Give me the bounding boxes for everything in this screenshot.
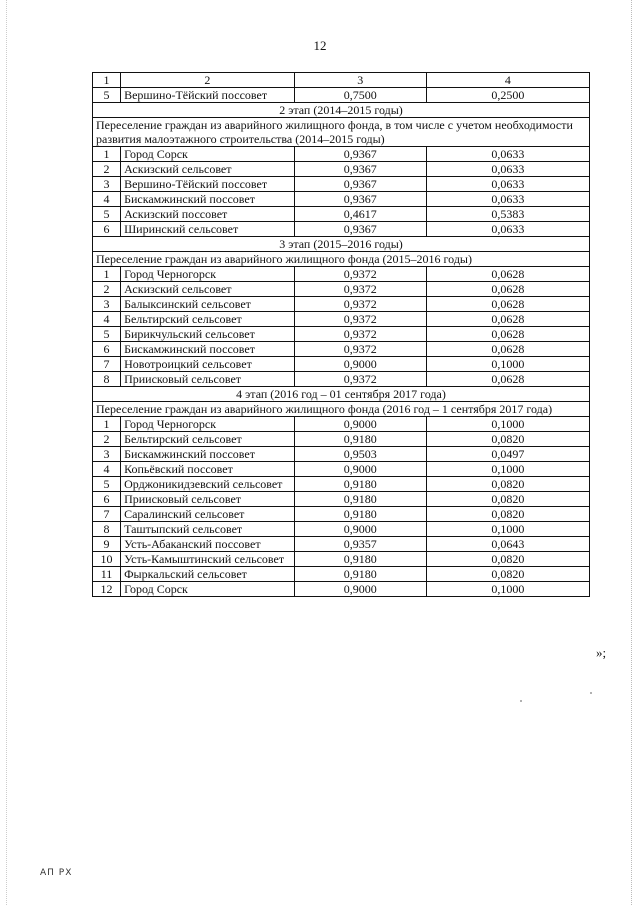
row-number: 6 xyxy=(93,342,121,357)
municipality-name: Бельтирский сельсовет xyxy=(121,432,295,447)
table-row xyxy=(93,282,590,297)
share-value-col3: 0,9180 xyxy=(294,507,426,522)
header-cell: 3 xyxy=(294,73,426,88)
table-header-row xyxy=(93,73,590,88)
table-row xyxy=(93,312,590,327)
municipality-name: Бискамжинский поссовет xyxy=(121,447,295,462)
share-value-col4: 0,1000 xyxy=(426,462,589,477)
table-row xyxy=(93,462,590,477)
table-row xyxy=(93,357,590,372)
share-value-col3: 0,9180 xyxy=(294,432,426,447)
municipality-name: Таштыпский сельсовет xyxy=(121,522,295,537)
municipality-name: Приисковый сельсовет xyxy=(121,492,295,507)
table-row xyxy=(93,267,590,282)
stage-heading-row xyxy=(93,103,590,118)
share-value-col4: 0,0820 xyxy=(426,552,589,567)
header-cell: 4 xyxy=(426,73,589,88)
municipality-name: Город Черногорск xyxy=(121,417,295,432)
row-number: 3 xyxy=(93,447,121,462)
municipality-name: Бельтирский сельсовет xyxy=(121,312,295,327)
row-number: 6 xyxy=(93,222,121,237)
share-value-col4: 0,0628 xyxy=(426,372,589,387)
share-value-col3: 0,9367 xyxy=(294,222,426,237)
municipality-name: Город Черногорск xyxy=(121,267,295,282)
row-number: 5 xyxy=(93,327,121,342)
row-number: 12 xyxy=(93,582,121,597)
municipality-name: Аскизский сельсовет xyxy=(121,162,295,177)
municipality-name: Вершино-Тёйский поссовет xyxy=(121,177,295,192)
share-value-col3: 0,9367 xyxy=(294,147,426,162)
share-value-col4: 0,0820 xyxy=(426,507,589,522)
share-value-col4: 0,1000 xyxy=(426,357,589,372)
share-value-col3: 0,4617 xyxy=(294,207,426,222)
scan-edge-left xyxy=(6,0,8,905)
share-value-col4: 0,0497 xyxy=(426,447,589,462)
share-value-col4: 0,1000 xyxy=(426,582,589,597)
share-value-col4: 0,1000 xyxy=(426,417,589,432)
municipality-name: Бискамжинский поссовет xyxy=(121,342,295,357)
row-number: 2 xyxy=(93,282,121,297)
row-number: 8 xyxy=(93,522,121,537)
scan-edge-right xyxy=(630,0,632,905)
share-value-col4: 0,0643 xyxy=(426,537,589,552)
share-value-col3: 0,7500 xyxy=(294,88,426,103)
share-value-col4: 0,0820 xyxy=(426,567,589,582)
row-number: 1 xyxy=(93,417,121,432)
footer-stamp-text: АП РХ xyxy=(40,868,73,878)
scan-speck xyxy=(520,700,522,702)
share-value-col3: 0,9372 xyxy=(294,372,426,387)
share-value-col3: 0,9367 xyxy=(294,162,426,177)
table-row xyxy=(93,582,590,597)
municipality-name: Усть-Абаканский поссовет xyxy=(121,537,295,552)
municipality-name: Аскизский сельсовет xyxy=(121,282,295,297)
municipality-name: Город Сорск xyxy=(121,582,295,597)
share-value-col3: 0,9000 xyxy=(294,522,426,537)
share-value-col3: 0,9372 xyxy=(294,312,426,327)
stage-heading: 4 этап (2016 год – 01 сентября 2017 года) xyxy=(93,387,590,402)
share-value-col4: 0,0633 xyxy=(426,222,589,237)
municipality-name: Фыркальский сельсовет xyxy=(121,567,295,582)
stage-description-row xyxy=(93,252,590,267)
municipality-name: Бирикчульский сельсовет xyxy=(121,327,295,342)
share-value-col4: 0,5383 xyxy=(426,207,589,222)
table-row xyxy=(93,522,590,537)
share-value-col3: 0,9357 xyxy=(294,537,426,552)
table-row xyxy=(93,207,590,222)
stage-description-row xyxy=(93,118,590,147)
stage-description-row xyxy=(93,402,590,417)
table-row xyxy=(93,507,590,522)
row-number: 1 xyxy=(93,147,121,162)
municipality-name: Орджоникидзевский сельсовет xyxy=(121,477,295,492)
share-value-col4: 0,0628 xyxy=(426,282,589,297)
municipality-name: Вершино-Тёйский поссовет xyxy=(121,88,295,103)
municipality-name: Новотроицкий сельсовет xyxy=(121,357,295,372)
row-number: 5 xyxy=(93,207,121,222)
share-value-col4: 0,0633 xyxy=(426,192,589,207)
header-cell: 1 xyxy=(93,73,121,88)
share-value-col3: 0,9372 xyxy=(294,267,426,282)
share-value-col3: 0,9000 xyxy=(294,462,426,477)
scan-speck xyxy=(590,692,592,694)
row-number: 8 xyxy=(93,372,121,387)
share-value-col4: 0,0633 xyxy=(426,177,589,192)
municipality-name: Город Сорск xyxy=(121,147,295,162)
row-number: 11 xyxy=(93,567,121,582)
municipality-name: Усть-Камыштинский сельсовет xyxy=(121,552,295,567)
table-row xyxy=(93,162,590,177)
share-value-col3: 0,9503 xyxy=(294,447,426,462)
row-number: 10 xyxy=(93,552,121,567)
share-value-col3: 0,9367 xyxy=(294,192,426,207)
share-value-col3: 0,9372 xyxy=(294,342,426,357)
share-value-col3: 0,9372 xyxy=(294,327,426,342)
share-value-col4: 0,0820 xyxy=(426,432,589,447)
municipality-name: Ширинский сельсовет xyxy=(121,222,295,237)
table-row xyxy=(93,297,590,312)
share-value-col4: 0,0633 xyxy=(426,147,589,162)
municipality-name: Аскизский поссовет xyxy=(121,207,295,222)
stage-heading: 3 этап (2015–2016 годы) xyxy=(93,237,590,252)
stage-heading-row xyxy=(93,387,590,402)
header-cell: 2 xyxy=(121,73,295,88)
stage-heading-row xyxy=(93,237,590,252)
share-value-col3: 0,9180 xyxy=(294,492,426,507)
share-value-col4: 0,0820 xyxy=(426,477,589,492)
share-value-col4: 0,0628 xyxy=(426,267,589,282)
row-number: 4 xyxy=(93,192,121,207)
share-value-col3: 0,9180 xyxy=(294,552,426,567)
table-row xyxy=(93,372,590,387)
municipality-name: Балыксинский сельсовет xyxy=(121,297,295,312)
table-row xyxy=(93,477,590,492)
table-row xyxy=(93,567,590,582)
municipality-name: Саралинский сельсовет xyxy=(121,507,295,522)
closing-quote-mark: »; xyxy=(596,645,607,660)
table-row xyxy=(93,147,590,162)
row-number: 7 xyxy=(93,507,121,522)
table-row xyxy=(93,537,590,552)
share-value-col3: 0,9372 xyxy=(294,282,426,297)
row-number: 4 xyxy=(93,312,121,327)
share-value-col4: 0,0628 xyxy=(426,297,589,312)
municipality-name: Бискамжинский поссовет xyxy=(121,192,295,207)
stage-description: Переселение граждан из аварийного жилищного фонда (2016 год – 1 сентября 2017 года) xyxy=(93,402,590,417)
share-value-col3: 0,9000 xyxy=(294,417,426,432)
table-row xyxy=(93,342,590,357)
table-row xyxy=(93,88,590,103)
share-value-col3: 0,9000 xyxy=(294,357,426,372)
row-number: 2 xyxy=(93,432,121,447)
page-number: 12 xyxy=(313,38,327,53)
table-row xyxy=(93,327,590,342)
row-number: 3 xyxy=(93,177,121,192)
row-number: 2 xyxy=(93,162,121,177)
share-value-col3: 0,9180 xyxy=(294,567,426,582)
row-number: 4 xyxy=(93,462,121,477)
table-row xyxy=(93,552,590,567)
share-value-col4: 0,0820 xyxy=(426,492,589,507)
table-row xyxy=(93,222,590,237)
table-row xyxy=(93,417,590,432)
share-value-col4: 0,2500 xyxy=(426,88,589,103)
share-value-col3: 0,9367 xyxy=(294,177,426,192)
table-row xyxy=(93,492,590,507)
share-value-col3: 0,9180 xyxy=(294,477,426,492)
row-number: 9 xyxy=(93,537,121,552)
table-row xyxy=(93,177,590,192)
municipality-name: Копьёвский поссовет xyxy=(121,462,295,477)
share-value-col4: 0,0628 xyxy=(426,312,589,327)
row-number: 3 xyxy=(93,297,121,312)
stage-description: Переселение граждан из аварийного жилищного фонда, в том числе с учетом необходимости развития малоэтажного строительства (2014–2015 годы) xyxy=(93,118,590,147)
municipality-name: Приисковый сельсовет xyxy=(121,372,295,387)
stage-heading: 2 этап (2014–2015 годы) xyxy=(93,103,590,118)
share-value-col4: 0,0633 xyxy=(426,162,589,177)
share-value-col4: 0,1000 xyxy=(426,522,589,537)
share-value-col4: 0,0628 xyxy=(426,327,589,342)
row-number: 5 xyxy=(93,477,121,492)
share-value-col4: 0,0628 xyxy=(426,342,589,357)
table-row xyxy=(93,447,590,462)
table-row xyxy=(93,432,590,447)
row-number: 7 xyxy=(93,357,121,372)
allocation-table xyxy=(92,72,590,597)
row-number: 5 xyxy=(93,88,121,103)
share-value-col3: 0,9000 xyxy=(294,582,426,597)
stage-description: Переселение граждан из аварийного жилищного фонда (2015–2016 годы) xyxy=(93,252,590,267)
share-value-col3: 0,9372 xyxy=(294,297,426,312)
row-number: 6 xyxy=(93,492,121,507)
table-row xyxy=(93,192,590,207)
row-number: 1 xyxy=(93,267,121,282)
